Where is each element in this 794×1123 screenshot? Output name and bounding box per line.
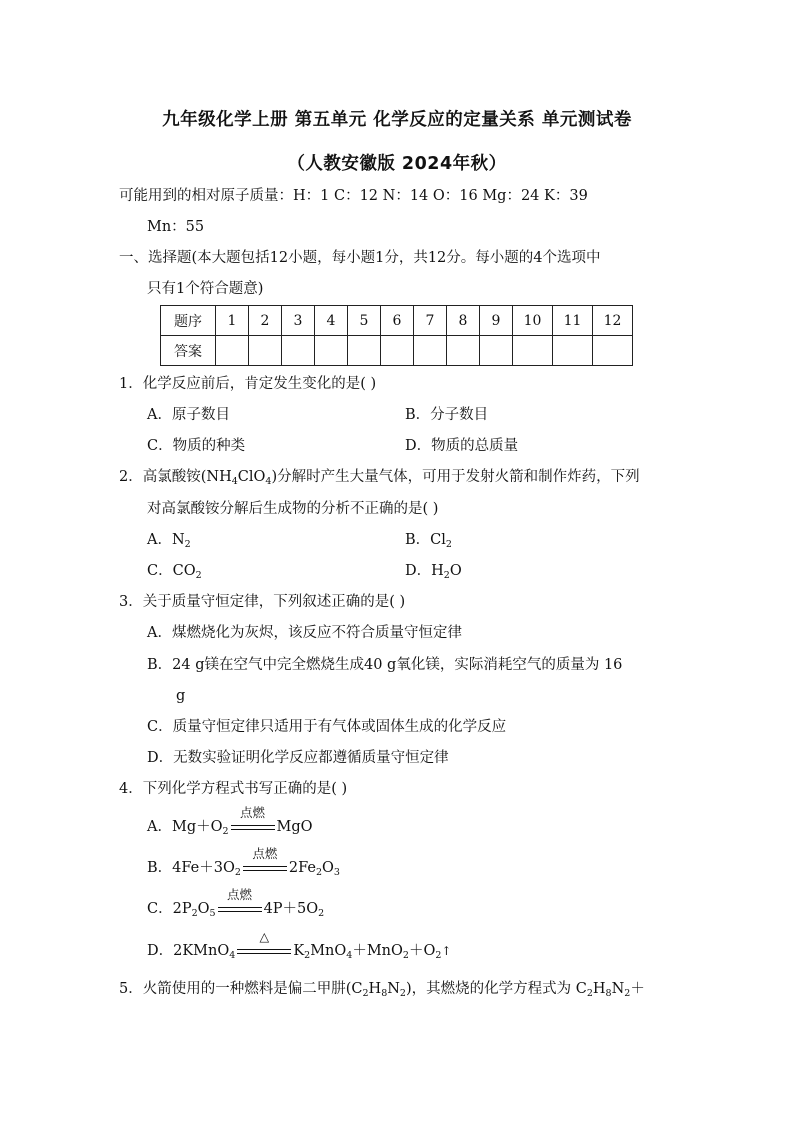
question-number-cell: 2 bbox=[249, 306, 282, 336]
subscript: 4 bbox=[231, 476, 238, 487]
subscript: 2 bbox=[586, 988, 593, 999]
question-2-option-a[interactable] bbox=[147, 530, 191, 550]
subscript: 2 bbox=[234, 867, 241, 878]
atomic-mass-line1: 可能用到的相对原子质量：H：1 C：12 N：14 O：16 Mg：24 K：39 bbox=[119, 188, 588, 204]
answer-table bbox=[160, 305, 633, 366]
text-segment: H bbox=[592, 981, 606, 997]
subscript: 2 bbox=[184, 539, 191, 550]
gas-up-arrow-icon: ↑ bbox=[441, 944, 452, 958]
question-number-cell: 5 bbox=[348, 306, 381, 336]
question-number-cell: 4 bbox=[315, 306, 348, 336]
subscript: 4 bbox=[265, 476, 272, 487]
subscript: 4 bbox=[229, 950, 236, 961]
subscript: 2 bbox=[195, 570, 202, 581]
text-segment: MgO bbox=[276, 819, 313, 835]
subscript: 8 bbox=[381, 988, 388, 999]
question-2-stem-cont: 对高氯酸铵分解后生成物的分析不正确的是( ) bbox=[147, 501, 439, 517]
answer-cell[interactable] bbox=[553, 336, 593, 366]
subscript: 2 bbox=[315, 867, 323, 878]
subscript: 2 bbox=[304, 950, 311, 961]
subscript: 2 bbox=[191, 908, 198, 919]
text-segment: B．4Fe＋3O bbox=[147, 860, 235, 876]
question-3-option-b-cont: g bbox=[176, 688, 186, 704]
text-segment: )，其燃烧的化学方程式为 C bbox=[405, 981, 587, 997]
reaction-condition-arrow bbox=[218, 887, 262, 916]
answer-table-row-answers bbox=[161, 336, 633, 366]
question-4-option-c[interactable] bbox=[147, 887, 325, 919]
text-segment: D．H bbox=[405, 563, 444, 579]
text-segment: N bbox=[387, 981, 400, 997]
question-4-option-d[interactable] bbox=[147, 929, 452, 961]
subscript: 8 bbox=[605, 988, 612, 999]
subscript: 2 bbox=[222, 826, 229, 837]
question-2-stem bbox=[119, 467, 640, 487]
answer-cell[interactable] bbox=[447, 336, 480, 366]
table-header-cell: 题序 bbox=[161, 306, 216, 336]
text-segment: B．Cl bbox=[405, 532, 446, 548]
question-2-option-c[interactable] bbox=[147, 561, 202, 581]
section-heading: 一、选择题(本大题包括12小题，每小题1分，共12分。每小题的4个选项中 bbox=[119, 250, 601, 266]
question-2-option-d[interactable] bbox=[405, 561, 462, 581]
answer-cell[interactable] bbox=[480, 336, 513, 366]
answer-cell[interactable] bbox=[282, 336, 315, 366]
question-number-cell: 12 bbox=[593, 306, 633, 336]
answer-cell[interactable] bbox=[381, 336, 414, 366]
answer-cell[interactable] bbox=[249, 336, 282, 366]
text-segment: )分解时产生大量气体，可用于发射火箭和制作炸药，下列 bbox=[271, 469, 640, 485]
question-4-option-b[interactable] bbox=[147, 846, 340, 878]
question-number-cell: 9 bbox=[480, 306, 513, 336]
question-number-cell: 3 bbox=[282, 306, 315, 336]
reaction-condition-arrow bbox=[237, 929, 291, 958]
question-1-option-a[interactable]: A．原子数目 bbox=[147, 407, 230, 423]
subscript: 5 bbox=[209, 908, 216, 919]
subscript: 3 bbox=[333, 867, 340, 878]
text-segment: A．Mg＋O bbox=[147, 819, 223, 835]
question-number-cell: 1 bbox=[216, 306, 249, 336]
text-segment: C．2P bbox=[147, 901, 192, 917]
text-segment: D．2KMnO bbox=[147, 943, 230, 959]
text-segment: C．CO bbox=[147, 563, 196, 579]
question-3-option-c[interactable]: C．质量守恒定律只适用于有气体或固体生成的化学反应 bbox=[147, 719, 507, 735]
subscript: 2 bbox=[445, 539, 452, 550]
question-4-option-a[interactable] bbox=[147, 805, 313, 837]
answer-cell[interactable] bbox=[216, 336, 249, 366]
text-segment: O bbox=[322, 860, 334, 876]
answer-table-row-numbers bbox=[161, 306, 633, 336]
question-number-cell: 11 bbox=[553, 306, 593, 336]
table-header-cell: 答案 bbox=[161, 336, 216, 366]
condition-label: 点燃 bbox=[227, 887, 253, 902]
subscript: 2 bbox=[443, 570, 450, 581]
condition-label: 点燃 bbox=[240, 805, 266, 820]
answer-cell[interactable] bbox=[315, 336, 348, 366]
text-segment: H bbox=[368, 981, 382, 997]
question-1-option-c[interactable]: C．物质的种类 bbox=[147, 438, 246, 454]
heat-symbol: △ bbox=[259, 929, 270, 944]
question-1-stem: 1．化学反应前后，肯定发生变化的是( ) bbox=[119, 376, 377, 392]
text-segment: MnO bbox=[310, 943, 347, 959]
text-segment: ClO bbox=[237, 469, 266, 485]
subscript: 2 bbox=[435, 950, 442, 961]
text-segment: K bbox=[293, 943, 305, 959]
question-3-option-b[interactable]: B．24 g镁在空气中完全燃烧生成40 g氧化镁，实际消耗空气的质量为 16 bbox=[147, 657, 623, 673]
exam-title-line2: （人教安徽版 2024年秋） bbox=[287, 154, 507, 174]
text-segment: ＋ bbox=[630, 981, 645, 997]
subscript: 2 bbox=[399, 988, 406, 999]
atomic-mass-line2: Mn：55 bbox=[147, 219, 205, 235]
question-number-cell: 10 bbox=[513, 306, 553, 336]
question-2-option-b[interactable] bbox=[405, 530, 452, 550]
text-segment: O bbox=[197, 901, 210, 917]
exam-title-line1: 九年级化学上册 第五单元 化学反应的定量关系 单元测试卷 bbox=[162, 110, 632, 130]
condition-label: 点燃 bbox=[252, 846, 278, 861]
text-segment: ＋O bbox=[408, 943, 436, 959]
subscript: 4 bbox=[346, 950, 353, 961]
subscript: 2 bbox=[362, 988, 369, 999]
subscript: 2 bbox=[624, 988, 631, 999]
text-segment: O bbox=[449, 563, 462, 579]
question-number-cell: 6 bbox=[381, 306, 414, 336]
question-1-option-b[interactable]: B．分子数目 bbox=[405, 407, 489, 423]
answer-cell[interactable] bbox=[414, 336, 447, 366]
subscript: 2 bbox=[402, 950, 409, 961]
question-3-stem: 3．关于质量守恒定律，下列叙述正确的是( ) bbox=[119, 594, 406, 610]
answer-cell[interactable] bbox=[513, 336, 553, 366]
answer-cell[interactable] bbox=[593, 336, 633, 366]
reaction-condition-arrow bbox=[231, 805, 275, 834]
section-heading-cont: 只有1个符合题意) bbox=[147, 281, 264, 297]
question-3-option-a[interactable]: A．煤燃烧化为灰烬，该反应不符合质量守恒定律 bbox=[147, 625, 462, 641]
question-3-option-d[interactable]: D．无数实验证明化学反应都遵循质量守恒定律 bbox=[147, 750, 449, 766]
reaction-condition-arrow bbox=[243, 846, 287, 875]
answer-cell[interactable] bbox=[348, 336, 381, 366]
text-segment: 5．火箭使用的一种燃料是偏二甲肼(C bbox=[119, 981, 363, 997]
text-segment: 2．高氯酸铵(NH bbox=[119, 469, 232, 485]
question-number-cell: 8 bbox=[447, 306, 480, 336]
text-segment: A．N bbox=[147, 532, 185, 548]
text-segment: N bbox=[611, 981, 625, 997]
question-4-stem: 4．下列化学方程式书写正确的是( ) bbox=[119, 781, 348, 797]
question-5-stem bbox=[119, 979, 645, 999]
text-segment: 2Fe bbox=[288, 860, 316, 876]
question-number-cell: 7 bbox=[414, 306, 447, 336]
text-segment: ＋MnO bbox=[352, 943, 403, 959]
subscript: 2 bbox=[318, 908, 325, 919]
text-segment: 4P＋5O bbox=[263, 901, 319, 917]
question-1-option-d[interactable]: D．物质的总质量 bbox=[405, 438, 519, 454]
